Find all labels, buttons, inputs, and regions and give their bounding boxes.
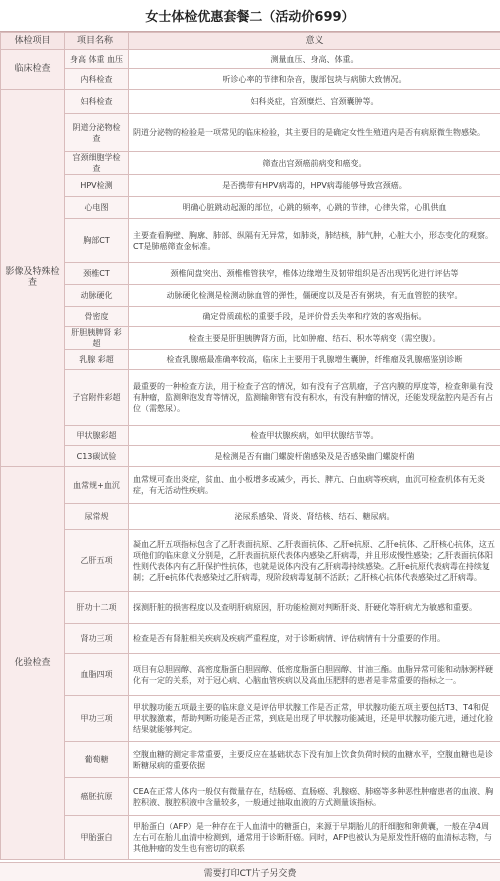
table-row	[1, 263, 500, 285]
table-row	[1, 219, 500, 263]
table-row	[1, 816, 500, 860]
item-meaning: 听诊心率的节律和杂音，腹部包块与病肺大致情况。	[129, 69, 500, 90]
item-name: 乳腺 彩超	[65, 350, 129, 370]
item-meaning: 检查甲状腺疾病，如甲状腺结节等。	[129, 426, 500, 446]
table-row	[1, 350, 500, 370]
item-meaning: CEA在正常人体内一般仅有微量存在，结肠癌、直肠癌、乳腺癌、肺癌等多种恶性肿瘤患者的血液、胸腔积液、腹腔积液中含量较多，一般通过抽取血液的方式测量该指标。	[129, 778, 500, 816]
table-row	[1, 152, 500, 175]
item-name: 动脉硬化	[65, 285, 129, 307]
page-title: 女士体检优惠套餐二（活动价699）	[0, 0, 500, 32]
item-meaning: 甲胎蛋白（AFP）是一种存在于人血清中的糖蛋白，来源于早期胎儿的肝细胞和卵黄囊，一般在孕4周左右可在胎儿血清中检测到，通常用于诊断肝癌。同时，AFP也被认为是原发性肝癌的血清标志物，与其他肿瘤的发生也有密切的联系	[129, 816, 500, 860]
table-row	[1, 426, 500, 446]
item-name: C13碳试验	[65, 446, 129, 467]
table-row	[1, 90, 500, 114]
table-row	[1, 114, 500, 152]
table-row	[1, 530, 500, 592]
item-meaning: 颈椎间盘突出、颈椎椎管狭窄，椎体边缘增生及韧带组织是否出现钙化进行评估等	[129, 263, 500, 285]
header-meaning: 意义	[129, 33, 500, 50]
item-meaning: 阴道分泌物的检验是一项常见的临床检验，其主要目的是确定女性生殖道内是否有病原微生物感染。	[129, 114, 500, 152]
table-row	[1, 197, 500, 219]
item-meaning: 血常规可查出炎症，贫血、血小板增多或减少，再长、脾亢、白血病等疾病，血沉可检查机体有无炎症，有无活动性疾病。	[129, 467, 500, 504]
table-row	[1, 69, 500, 90]
item-meaning: 检查乳腺癌最准确率较高，临床上主要用于乳腺增生囊肿，纤维瘤及乳腺癌鉴别诊断	[129, 350, 500, 370]
category-lab: 化验检查	[1, 467, 65, 860]
item-name: 肝胆胰脾肾 彩超	[65, 327, 129, 350]
item-meaning: 泌尿系感染、肾炎、肾结核、结石、糖尿病。	[129, 504, 500, 530]
item-name: HPV检测	[65, 175, 129, 197]
table-row	[1, 307, 500, 327]
item-name: 子宫附件彩超	[65, 370, 129, 426]
item-meaning: 探测肝脏的损害程度以及查明肝病原因，肝功能检测对判断肝炎、肝硬化等肝病尤为敏感和重要。	[129, 592, 500, 624]
item-name: 胸部CT	[65, 219, 129, 263]
table-row	[1, 504, 500, 530]
item-name: 血常规+血沉	[65, 467, 129, 504]
item-meaning: 甲状腺功能五项最主要的临床意义是评估甲状腺工作是否正常，甲状腺功能五项主要包括T3、T4和促甲状腺激素，帮助判断功能是否正常，到底是出现了甲状腺功能减退，还是甲状腺功能亢进，通过化验结果就能够判定。	[129, 696, 500, 742]
item-meaning: 检查是否有肾脏相关疾病及疾病严重程度，对于诊断病情、评估病情有十分重要的作用。	[129, 624, 500, 654]
table-row	[1, 175, 500, 197]
table-header-row	[1, 33, 500, 50]
table-row	[1, 327, 500, 350]
exam-table	[0, 32, 500, 860]
item-meaning: 是检测是否有幽门螺旋杆菌感染及是否感染幽门螺旋杆菌	[129, 446, 500, 467]
category-imaging: 影像及特殊检查	[1, 90, 65, 467]
table-row	[1, 654, 500, 696]
item-meaning: 是否携带有HPV病毒的，HPV病毒能够导致宫颈癌。	[129, 175, 500, 197]
table-row	[1, 592, 500, 624]
item-meaning: 确定骨质疏松的重要手段，是评价骨丢失率和疗效的客观指标。	[129, 307, 500, 327]
item-name: 宫颈细胞学检查	[65, 152, 129, 175]
item-name: 尿常规	[65, 504, 129, 530]
item-name: 甲功三项	[65, 696, 129, 742]
table-row	[1, 446, 500, 467]
item-name: 肾功三项	[65, 624, 129, 654]
item-meaning: 妇科炎症，宫颈糜烂、宫颈囊肿等。	[129, 90, 500, 114]
item-meaning: 最重要的一种检查方法，用于检查子宫的情况，如有没有子宫肌瘤，子宫内膜的厚度等，检查卵巢有没有肿瘤，监测卵泡发育等情况，监测输卵管有没有积水，有没有肿瘤的情况，还能发现盆腔内是否有占位（需憋尿）。	[129, 370, 500, 426]
item-meaning: 测量血压、身高、体重。	[129, 50, 500, 69]
item-name: 身高 体重 血压	[65, 50, 129, 69]
table-row	[1, 467, 500, 504]
item-meaning: 明确心脏跳动起源的部位，心跳的频率，心跳的节律，心律失常，心肌供血	[129, 197, 500, 219]
table-row	[1, 742, 500, 778]
item-name: 内科检查	[65, 69, 129, 90]
table-row	[1, 285, 500, 307]
item-name: 甲胎蛋白	[65, 816, 129, 860]
item-name: 妇科检查	[65, 90, 129, 114]
item-name: 葡萄糖	[65, 742, 129, 778]
item-name: 心电图	[65, 197, 129, 219]
item-name: 骨密度	[65, 307, 129, 327]
category-clinical: 临床检查	[1, 50, 65, 90]
item-name: 乙肝五项	[65, 530, 129, 592]
item-name: 癌胚抗原	[65, 778, 129, 816]
header-category: 体检项目	[1, 33, 65, 50]
item-name: 阴道分泌物检查	[65, 114, 129, 152]
footer-note: 需要打印CT片子另交费	[0, 862, 500, 881]
item-meaning: 检查主要是肝胆胰脾肾方面，比如肿瘤、结石、积水等病变（需空腹）。	[129, 327, 500, 350]
table-row	[1, 696, 500, 742]
item-meaning: 筛查出宫颈癌前病变和癌变。	[129, 152, 500, 175]
item-meaning: 项目有总胆固醇、高密度脂蛋白胆固醇、低密度脂蛋白胆固醇、甘油三酯。血脂异常可能和动脉粥样硬化有一定的关系，对于冠心病、心脑血管疾病以及高血压肥胖的患者是非常重要的指标之一。	[129, 654, 500, 696]
table-row	[1, 370, 500, 426]
item-name: 血脂四项	[65, 654, 129, 696]
item-name: 肝功十二项	[65, 592, 129, 624]
item-name: 甲状腺彩超	[65, 426, 129, 446]
item-name: 颈椎CT	[65, 263, 129, 285]
table-row	[1, 624, 500, 654]
item-meaning: 空腹血糖的测定非常重要，主要反应在基础状态下没有加上饮食负荷时候的血糖水平，空腹血糖也是诊断糖尿病的重要依据	[129, 742, 500, 778]
item-meaning: 动脉硬化检测是检测动脉血管的弹性，僵硬度以及是否有粥块，有无血管腔的狭窄。	[129, 285, 500, 307]
item-meaning: 主要查看胸壁、胸廓、肺部、纵隔有无异常，如肺炎，肺结核，肺气肿，心脏大小，形态变化的观察。CT是肺癌筛查金标准。	[129, 219, 500, 263]
item-meaning: 凝血乙肝五项指标包含了乙肝表面抗原、乙肝表面抗体、乙肝e抗原、乙肝e抗体、乙肝核心抗体，这五项他们的临床意义分别是，乙肝表面抗原代表体内感染乙肝病毒，并且形成慢性感染；乙肝表面抗体阳性则代表体内有乙肝保护性抗体，也就是说体内没有乙肝病毒持续感染。乙肝e抗原代表病毒在持续复制；乙肝e抗体代表感染过乙肝病毒，现阶段病毒复制不活跃；乙肝核心抗体代表感染过乙肝病毒。	[129, 530, 500, 592]
table-row	[1, 50, 500, 69]
header-item: 项目名称	[65, 33, 129, 50]
table-row	[1, 778, 500, 816]
